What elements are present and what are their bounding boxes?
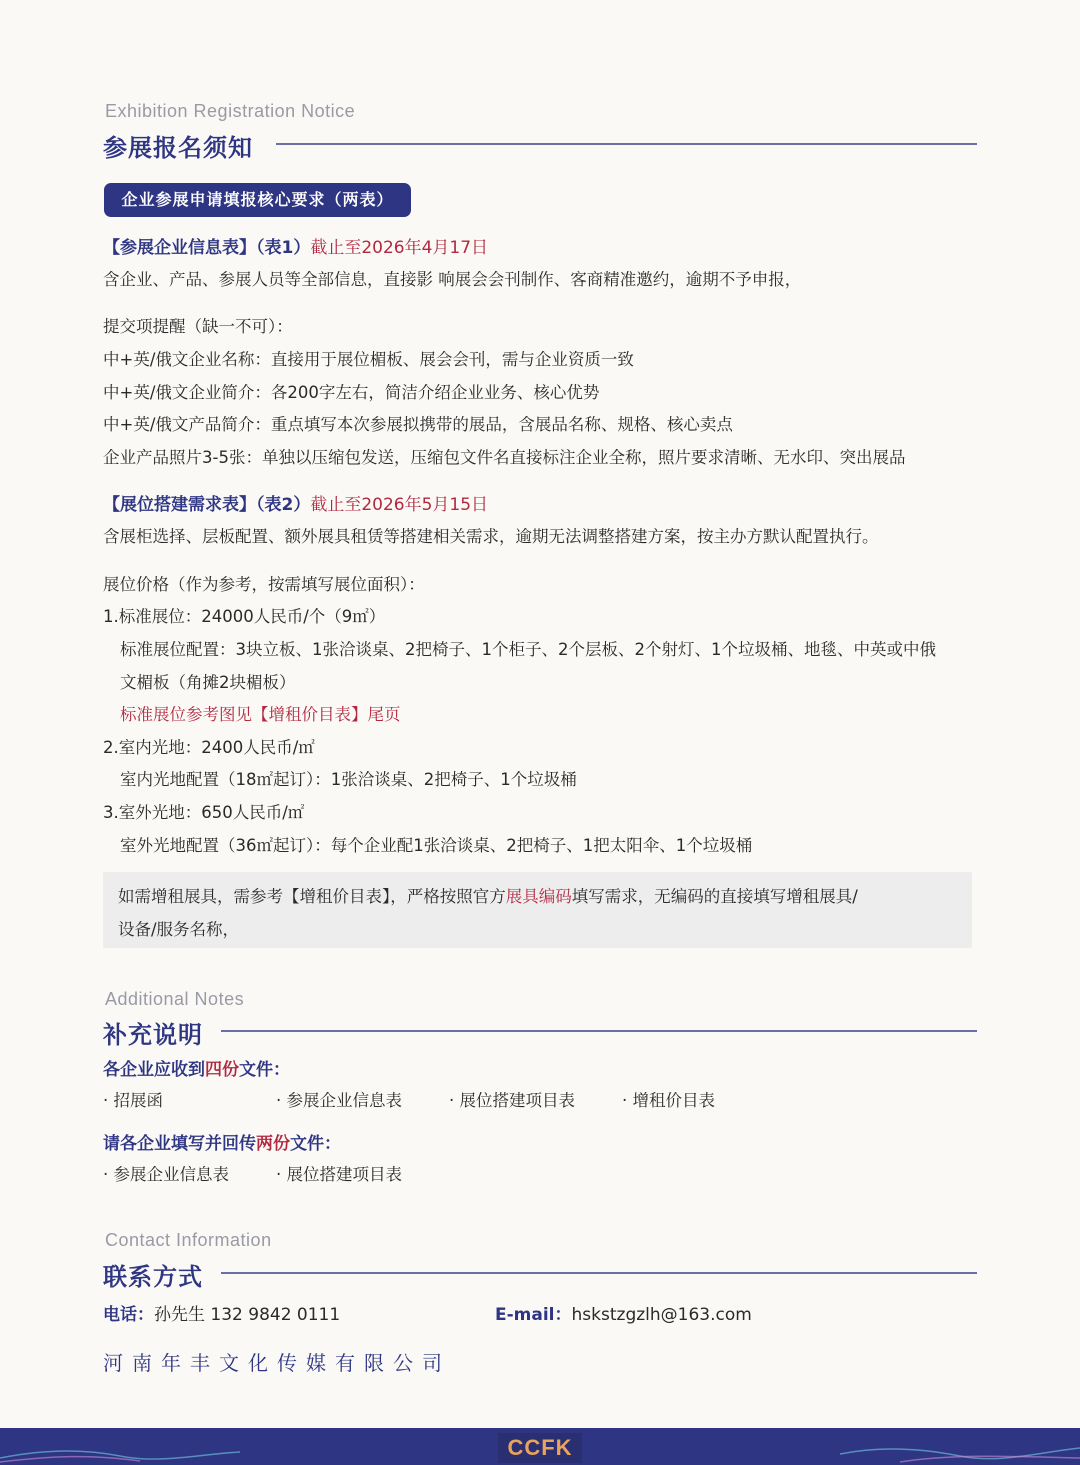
section-title-en: Contact Information bbox=[105, 1230, 272, 1250]
divider bbox=[221, 1030, 977, 1032]
receive-count: 四份 bbox=[205, 1060, 239, 1080]
receive-heading bbox=[103, 1058, 290, 1082]
form1-item: 中+英/俄文企业名称：直接用于展位楣板、展会会刊，需与企业资质一致 bbox=[103, 350, 634, 369]
price-indoor-config: 室内光地配置（18㎡起订）：1张洽谈桌、2把椅子、1个垃圾桶 bbox=[120, 770, 577, 789]
return-prefix: 请各企业填写并回传 bbox=[103, 1134, 256, 1154]
receive-item: · 招展函 bbox=[103, 1091, 163, 1110]
rental-note bbox=[118, 885, 858, 909]
form1-deadline: 截止至2026年4月17日 bbox=[310, 238, 489, 258]
return-suffix: 文件： bbox=[290, 1134, 341, 1154]
form1-desc: 含企业、产品、参展人员等全部信息，直接影 响展会会刊制作、客商精准邀约，逾期不予申报， bbox=[103, 270, 802, 289]
return-item: · 参展企业信息表 bbox=[103, 1165, 229, 1184]
price-standard-config: 文楣板（角摊2块楣板） bbox=[120, 673, 296, 692]
price-outdoor-config: 室外光地配置（36㎡起订）：每个企业配1张洽谈桌、2把椅子、1把太阳伞、1个垃圾桶 bbox=[120, 836, 753, 855]
receive-item: · 参展企业信息表 bbox=[276, 1091, 402, 1110]
section-title: 补充说明 bbox=[103, 1021, 203, 1049]
form1-item: 中+英/俄文企业简介：各200字左右，简洁介绍企业业务、核心优势 bbox=[103, 383, 600, 402]
form1-item: 企业产品照片3-5张：单独以压缩包发送，压缩包文件名直接标注企业全称，照片要求清晰、无水印、突出展品 bbox=[103, 448, 906, 467]
price-indoor: 2.室内光地：2400人民币/㎡ bbox=[103, 738, 315, 757]
section-title: 联系方式 bbox=[103, 1263, 203, 1291]
email-value: hskstzgzlh@163.com bbox=[571, 1305, 752, 1325]
form1-heading bbox=[103, 236, 488, 260]
return-item: · 展位搭建项目表 bbox=[276, 1165, 402, 1184]
section-title: 参展报名须知 bbox=[103, 134, 253, 162]
ccfk-logo: CCFK bbox=[498, 1433, 582, 1463]
price-intro: 展位价格（作为参考，按需填写展位面积）： bbox=[103, 575, 425, 594]
company-name: 河南年丰文化传媒有限公司 bbox=[103, 1351, 451, 1375]
receive-item: · 展位搭建项目表 bbox=[449, 1091, 575, 1110]
receive-prefix: 各企业应收到 bbox=[103, 1060, 205, 1080]
form2-desc: 含展柜选择、层板配置、额外展具租赁等搭建相关需求，逾期无法调整搭建方案，按主办方默认配置执行。 bbox=[103, 527, 879, 546]
receive-item: · 增租价目表 bbox=[622, 1091, 715, 1110]
phone-label: 电话： bbox=[103, 1305, 154, 1325]
email-label: E-mail： bbox=[495, 1305, 572, 1325]
form1-item: 中+英/俄文产品简介：重点填写本次参展拟携带的展品，含展品名称、规格、核心卖点 bbox=[103, 415, 733, 434]
price-standard-config: 标准展位配置：3块立板、1张洽谈桌、2把椅子、1个柜子、2个层板、2个射灯、1个垃圾桶、地毯、中英或中俄 bbox=[120, 640, 936, 659]
rental-note-text: 如需增租展具，需参考【增租价目表】，严格按照官方 bbox=[118, 887, 506, 906]
section-title-en: Exhibition Registration Notice bbox=[105, 101, 356, 121]
form2-deadline: 截止至2026年5月15日 bbox=[310, 495, 489, 515]
form1-name: 【参展企业信息表】（表1） bbox=[103, 238, 311, 258]
contact-email bbox=[495, 1303, 752, 1327]
core-requirements-badge: 企业参展申请填报核心要求（两表） bbox=[104, 183, 411, 217]
form2-name: 【展位搭建需求表】（表2） bbox=[103, 495, 311, 515]
form2-heading bbox=[103, 493, 488, 517]
rental-note-line2: 设备/服务名称， bbox=[118, 920, 240, 939]
price-outdoor: 3.室外光地：650人民币/㎡ bbox=[103, 803, 305, 822]
footer-bar bbox=[0, 1428, 1080, 1465]
section-title-en: Additional Notes bbox=[105, 989, 245, 1009]
divider bbox=[221, 1272, 977, 1274]
contact-phone bbox=[103, 1303, 340, 1327]
receive-suffix: 文件： bbox=[239, 1060, 290, 1080]
price-standard: 1.标准展位：24000人民币/个（9㎡） bbox=[103, 607, 386, 626]
return-heading bbox=[103, 1132, 341, 1156]
phone-value: 孙先生 132 9842 0111 bbox=[154, 1305, 341, 1325]
rental-note-highlight: 展具编码 bbox=[505, 887, 572, 906]
price-standard-ref: 标准展位参考图见【增租价目表】尾页 bbox=[120, 705, 401, 724]
rental-note-text: 填写需求，无编码的直接填写增租展具/ bbox=[571, 887, 858, 906]
return-count: 两份 bbox=[256, 1134, 290, 1154]
form1-items-intro: 提交项提醒（缺一不可）： bbox=[103, 317, 293, 336]
divider bbox=[276, 143, 977, 145]
